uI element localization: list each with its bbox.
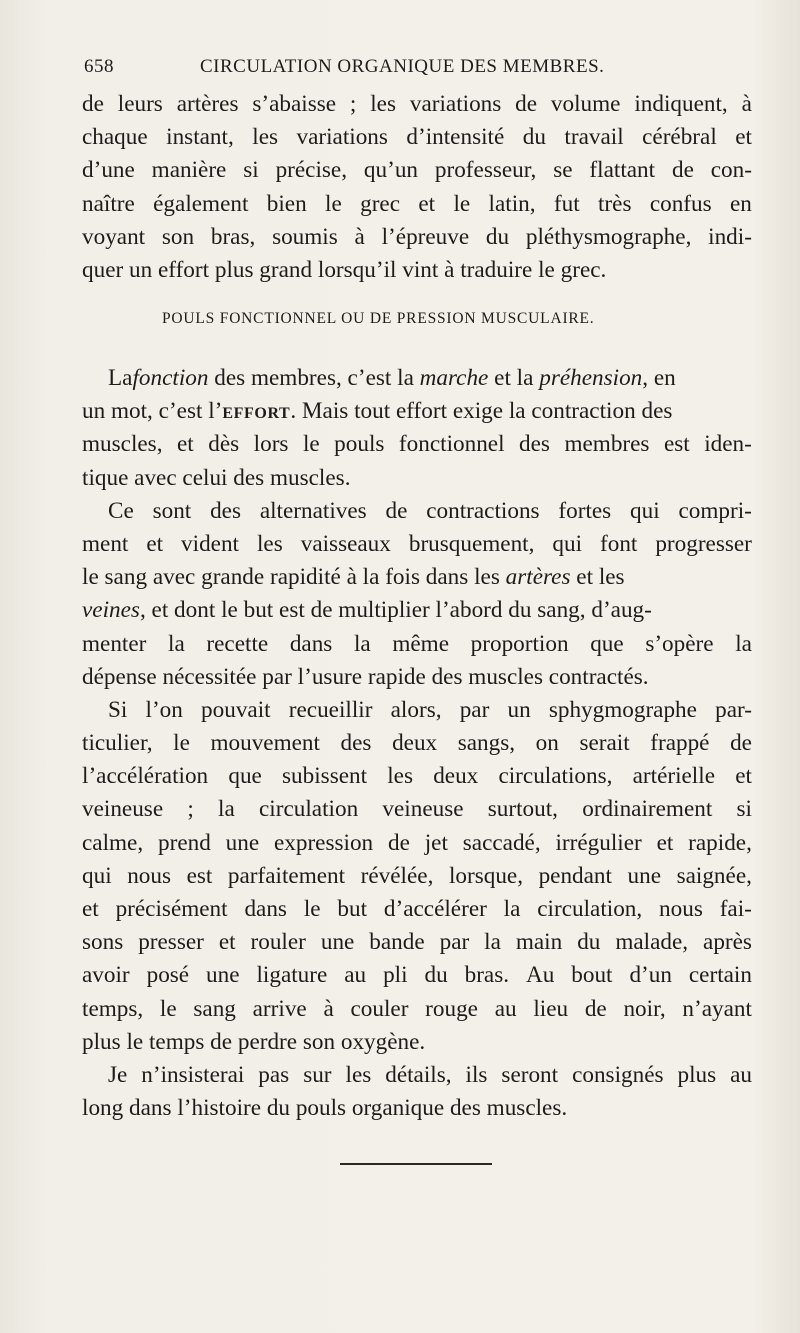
word: ticulier, bbox=[82, 730, 153, 757]
word: et bbox=[146, 530, 164, 557]
word: la bbox=[168, 630, 185, 657]
word: lors bbox=[253, 431, 289, 458]
italic-term: préhension bbox=[539, 365, 643, 391]
word: qui bbox=[630, 497, 660, 524]
word: le bbox=[173, 730, 190, 757]
word: Ce bbox=[108, 497, 134, 524]
word: cérébral bbox=[642, 124, 717, 151]
word: de bbox=[515, 91, 538, 117]
word: une bbox=[206, 962, 240, 989]
word: arrive bbox=[252, 995, 307, 1022]
word: bien bbox=[266, 190, 307, 217]
word: fortes bbox=[558, 497, 612, 524]
word: parfaitement bbox=[227, 862, 346, 889]
word: pendant bbox=[538, 862, 612, 889]
word: précisément bbox=[115, 896, 228, 922]
word: pouvait bbox=[201, 696, 271, 723]
word: un bbox=[507, 696, 531, 723]
text-line: tique avec celui des muscles. bbox=[82, 464, 351, 491]
word: but bbox=[337, 896, 368, 922]
word: de bbox=[387, 829, 410, 856]
word: de bbox=[671, 157, 694, 184]
word: les bbox=[252, 124, 279, 151]
word: et bbox=[656, 829, 674, 856]
word: deux bbox=[392, 730, 438, 757]
text-line bbox=[82, 926, 752, 959]
word: ment bbox=[82, 530, 129, 557]
word: sont bbox=[152, 497, 192, 524]
word: rapide, bbox=[688, 829, 752, 856]
text-line bbox=[82, 727, 752, 760]
word: des bbox=[519, 431, 550, 458]
word: on bbox=[535, 730, 559, 757]
word: au bbox=[730, 1061, 752, 1088]
word: le bbox=[303, 896, 321, 922]
text-line bbox=[82, 694, 752, 727]
main-text bbox=[82, 362, 752, 1125]
continuation-paragraph bbox=[82, 88, 752, 287]
word: par bbox=[439, 929, 470, 956]
word: à bbox=[741, 91, 752, 117]
word: soumis bbox=[272, 223, 338, 250]
italic-term: veines bbox=[82, 597, 140, 624]
word: indiquent, bbox=[634, 91, 728, 117]
running-header bbox=[84, 56, 750, 84]
word: consignés bbox=[572, 1061, 664, 1088]
word: bras. bbox=[464, 962, 510, 989]
word: d’une bbox=[82, 157, 135, 184]
word: vaisseaux bbox=[300, 530, 391, 557]
word: frappé bbox=[650, 730, 710, 757]
word: le bbox=[302, 431, 320, 458]
word: membres bbox=[564, 431, 650, 458]
word: variations bbox=[409, 91, 502, 117]
word: seront bbox=[501, 1061, 559, 1088]
section-heading: POULS FONCTIONNEL OU DE PRESSION MUSCULAIRE. bbox=[162, 310, 595, 327]
word: prend bbox=[158, 829, 211, 856]
word: très bbox=[597, 190, 632, 217]
word: les bbox=[387, 763, 413, 790]
word: la bbox=[735, 630, 752, 657]
word: les bbox=[370, 91, 396, 117]
word: l’on bbox=[145, 696, 183, 723]
word: une bbox=[627, 862, 662, 889]
text-line bbox=[82, 428, 752, 461]
word: dès bbox=[208, 431, 240, 458]
word: font bbox=[600, 530, 638, 557]
word: manière bbox=[151, 157, 227, 184]
word: temps, bbox=[82, 995, 144, 1022]
text-line: un mot, c’est l’effort. Mais tout effort exige la contraction des bbox=[82, 398, 673, 425]
word: veineuse bbox=[382, 796, 464, 823]
word: proportion bbox=[470, 630, 569, 657]
word: certain bbox=[688, 962, 752, 989]
word: même bbox=[392, 630, 450, 657]
word: s’opère bbox=[645, 630, 714, 657]
word: par- bbox=[715, 696, 752, 723]
word: Si bbox=[108, 696, 128, 723]
word: que bbox=[590, 630, 624, 657]
word: qui bbox=[82, 862, 112, 889]
text-line bbox=[82, 860, 752, 893]
italic-term: marche bbox=[419, 365, 489, 391]
italic-term: fonction bbox=[132, 365, 209, 391]
word: presser bbox=[138, 929, 204, 956]
word: serait bbox=[579, 730, 630, 757]
word: au bbox=[344, 962, 367, 989]
word: que bbox=[228, 763, 262, 790]
word: de bbox=[385, 497, 408, 524]
word: leurs bbox=[117, 91, 163, 117]
word: sur bbox=[303, 1061, 332, 1088]
word: également bbox=[153, 190, 249, 217]
word: circulations, bbox=[498, 763, 613, 790]
word: du bbox=[522, 124, 546, 151]
text-line bbox=[82, 495, 752, 528]
text-line bbox=[82, 221, 752, 254]
word: ; bbox=[349, 91, 357, 117]
text-line bbox=[82, 993, 752, 1026]
word: recette bbox=[206, 630, 269, 657]
word: muscles, bbox=[82, 431, 163, 458]
word: l’épreuve bbox=[381, 223, 470, 250]
word: à bbox=[354, 223, 365, 250]
word: noir, bbox=[623, 995, 666, 1022]
text-line bbox=[82, 959, 752, 992]
word: et bbox=[735, 124, 752, 151]
word: jet bbox=[424, 829, 448, 856]
word: à bbox=[323, 995, 334, 1022]
word: bande bbox=[369, 929, 425, 956]
word: de bbox=[730, 730, 752, 757]
word: circulation bbox=[259, 796, 359, 823]
word: le bbox=[159, 995, 177, 1022]
word: saignée, bbox=[676, 862, 752, 889]
text-line: le sang avec grande rapidité à la fois dans les artères et les bbox=[82, 564, 625, 591]
word: sang bbox=[193, 995, 236, 1022]
word: travail bbox=[564, 124, 624, 151]
word: lorsque, bbox=[448, 862, 523, 889]
word: et bbox=[177, 431, 194, 458]
word: une bbox=[225, 829, 260, 856]
word: une bbox=[320, 929, 355, 956]
word: compri- bbox=[678, 497, 752, 524]
word: voyant bbox=[82, 223, 146, 250]
word: des bbox=[210, 497, 241, 524]
word: d’un bbox=[629, 962, 672, 989]
word: sons bbox=[82, 929, 124, 956]
text-line bbox=[82, 88, 752, 121]
word: fonctionnel bbox=[398, 431, 505, 458]
word: du bbox=[424, 962, 448, 989]
text-line: long dans l’histoire du pouls organique des muscles. bbox=[82, 1095, 568, 1122]
word: si bbox=[736, 796, 752, 823]
word: professeur, bbox=[434, 157, 537, 184]
text-line bbox=[82, 793, 752, 826]
word: alors, bbox=[390, 696, 442, 723]
text-line: Lafonction des membres, c’est la marche et la préhension, en bbox=[108, 365, 676, 391]
word: pas bbox=[258, 1061, 290, 1088]
word: pouls bbox=[334, 431, 385, 458]
text-line: dépense nécessitée par l’usure rapide des muscles contractés. bbox=[82, 663, 649, 690]
word: main bbox=[515, 929, 563, 956]
word: alternatives bbox=[259, 497, 367, 524]
text-line bbox=[82, 1059, 752, 1092]
word: n’ayant bbox=[682, 995, 752, 1022]
word: instant, bbox=[166, 124, 234, 151]
word: vident bbox=[181, 530, 240, 557]
word: nous bbox=[659, 896, 703, 922]
word: ; bbox=[187, 796, 194, 823]
text-line bbox=[82, 121, 752, 154]
word: flattant bbox=[589, 157, 656, 184]
word: si bbox=[243, 157, 259, 184]
text-line: quer un effort plus grand lorsqu’il vint à traduire le grec. bbox=[82, 256, 607, 283]
word: sangs, bbox=[457, 730, 516, 757]
word: ils bbox=[465, 1061, 488, 1088]
word: n’insisterai bbox=[141, 1061, 245, 1088]
word: et bbox=[218, 929, 236, 956]
word: de bbox=[584, 995, 607, 1022]
word: chaque bbox=[82, 124, 148, 151]
word: variations bbox=[296, 124, 388, 151]
word: révélée, bbox=[360, 862, 434, 889]
word: en bbox=[729, 190, 752, 217]
word: Je bbox=[108, 1061, 128, 1088]
text-line bbox=[82, 188, 752, 221]
word: est bbox=[663, 431, 690, 458]
word: les bbox=[256, 530, 283, 557]
word: couler bbox=[350, 995, 409, 1022]
word: volume bbox=[550, 91, 621, 117]
text-line bbox=[82, 154, 752, 187]
word: et bbox=[82, 896, 99, 922]
page-number: 658 bbox=[84, 56, 114, 77]
text-line bbox=[82, 528, 752, 561]
word: surtout, bbox=[487, 796, 558, 823]
closing-rule bbox=[340, 1163, 492, 1165]
word: le bbox=[453, 190, 471, 217]
word: con- bbox=[710, 157, 752, 184]
word: latin, bbox=[488, 190, 536, 217]
word: subissent bbox=[282, 763, 368, 790]
text-line bbox=[82, 827, 752, 860]
word: calme, bbox=[82, 829, 144, 856]
word: iden- bbox=[704, 431, 752, 458]
word: artérielle bbox=[632, 763, 715, 790]
word: nous bbox=[127, 862, 172, 889]
word: saccadé, bbox=[462, 829, 541, 856]
word: qu’un bbox=[363, 157, 419, 184]
word: bout bbox=[571, 962, 613, 989]
word: pli bbox=[383, 962, 408, 989]
word: s’abaisse bbox=[252, 91, 337, 117]
word: artères bbox=[176, 91, 239, 117]
word: et bbox=[735, 763, 752, 790]
word: du bbox=[485, 223, 510, 250]
word: irrégulier bbox=[555, 829, 642, 856]
text-line bbox=[82, 760, 752, 793]
word: détails, bbox=[385, 1061, 452, 1088]
word: rouge bbox=[425, 995, 478, 1022]
word: est bbox=[186, 862, 213, 889]
word: brusquement, bbox=[408, 530, 535, 557]
word: avoir bbox=[82, 962, 130, 989]
word: la bbox=[353, 630, 371, 657]
text-line bbox=[82, 628, 752, 661]
word: Au bbox=[525, 962, 555, 989]
word: du bbox=[577, 929, 601, 956]
word: confus bbox=[649, 190, 712, 217]
word: malade, bbox=[615, 929, 689, 956]
word: son bbox=[161, 223, 195, 250]
italic-term: artères bbox=[505, 564, 571, 591]
word: la bbox=[218, 796, 235, 823]
word: par bbox=[459, 696, 490, 723]
word: d’intensité bbox=[406, 124, 505, 151]
word: le bbox=[325, 190, 342, 217]
word: mouvement bbox=[210, 730, 320, 757]
word: dans bbox=[289, 630, 333, 657]
word: progresser bbox=[655, 530, 752, 557]
word: veineuse bbox=[82, 796, 164, 823]
word: la bbox=[484, 929, 501, 956]
word: contractions bbox=[426, 497, 540, 524]
word: d’accélérer bbox=[383, 896, 487, 922]
word: des bbox=[340, 730, 372, 757]
word: pléthysmographe, bbox=[525, 223, 692, 250]
word: posé bbox=[146, 962, 190, 989]
word: bras, bbox=[210, 223, 256, 250]
word: circulation, bbox=[537, 896, 643, 922]
word: grec bbox=[360, 190, 401, 217]
word: précise, bbox=[275, 157, 348, 184]
word: qui bbox=[552, 530, 583, 557]
bold-term: effort bbox=[222, 398, 291, 425]
text-line: plus le temps de perdre son oxygène. bbox=[82, 1028, 426, 1055]
word: fut bbox=[553, 190, 580, 217]
word: au bbox=[494, 995, 517, 1022]
word: sphygmographe bbox=[548, 696, 697, 723]
word: naître bbox=[82, 190, 135, 217]
word: fai- bbox=[719, 896, 752, 922]
word: ordinairement bbox=[582, 796, 713, 823]
word: dans bbox=[244, 896, 287, 922]
word: lieu bbox=[533, 995, 569, 1022]
word: rouler bbox=[250, 929, 306, 956]
word: les bbox=[345, 1061, 372, 1088]
word: deux bbox=[433, 763, 479, 790]
word: et bbox=[418, 190, 436, 217]
word: expression bbox=[273, 829, 374, 856]
word: se bbox=[553, 157, 573, 184]
running-title: CIRCULATION ORGANIQUE DES MEMBRES. bbox=[200, 56, 605, 77]
word: l’accélération bbox=[82, 763, 209, 790]
word: indi- bbox=[708, 223, 752, 250]
word: recueillir bbox=[288, 696, 373, 723]
word: après bbox=[703, 929, 752, 956]
word: ligature bbox=[256, 962, 328, 989]
text-line bbox=[82, 893, 752, 926]
word: la bbox=[503, 896, 521, 922]
word: menter bbox=[82, 630, 147, 657]
text-line: veines, et dont le but est de multiplier l’abord du sang, d’aug- bbox=[82, 597, 652, 624]
word: plus bbox=[677, 1061, 717, 1088]
word: de bbox=[82, 91, 104, 117]
